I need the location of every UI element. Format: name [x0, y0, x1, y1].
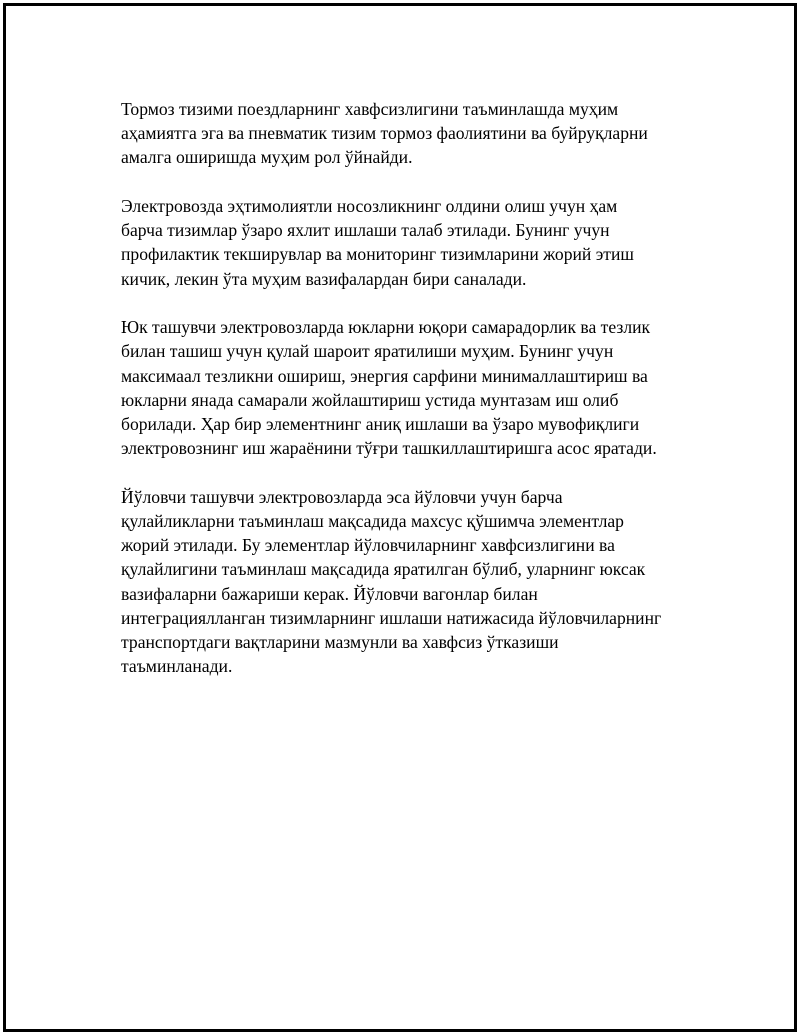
text-line: Тормоз тизими поездларнинг хавфсизлигини таъминлашда муҳим: [121, 99, 619, 119]
paragraph-freight-locomotives: [121, 315, 701, 460]
text-line: транспортдаги вақтларини мазмунли ва хавфсиз ўтказиши: [121, 632, 559, 653]
text-line: электровознинг иш жараёнини тўғри ташкиллаштиришга асос яратади.: [121, 438, 657, 459]
document-body: [121, 97, 701, 703]
document-page: [3, 3, 797, 1032]
text-line: кичик, лекин ўта муҳим вазифалардан бири саналади.: [121, 268, 527, 289]
paragraph-passenger-locomotives: [121, 485, 701, 679]
text-line: амалга оширишда муҳим рол ўйнайди.: [121, 147, 413, 168]
text-line: борилади. Ҳар бир элементнинг аниқ ишлаши ва ўзаро мувофиқлиги: [121, 414, 640, 435]
text-line: жорий этилади. Бу элементлар йўловчиларнинг хавфсизлигини ва: [121, 535, 615, 556]
text-line: Юк ташувчи электровозларда юкларни юқори самарадорлик ва тезлик: [121, 317, 651, 338]
text-line: Йўловчи ташувчи электровозларда эса йўловчи учун барча: [121, 486, 563, 507]
text-line: билан ташиш учун қулай шароит яратилиши муҳим. Бунинг учун: [121, 341, 614, 362]
text-line: қулайликларни таъминлаш мақсадида махсус қўшимча элементлар: [121, 511, 624, 532]
paragraph-fault-prevention: [121, 194, 701, 291]
text-line: таъминланади.: [121, 656, 233, 677]
text-line: аҳамиятга эга ва пневматик тизим тормоз фаолиятини ва буйруқларни: [121, 123, 648, 144]
text-line: Электровозда эҳтимолиятли носозликнинг олдини олиш учун ҳам: [121, 196, 618, 216]
text-line: қулайлигини таъминлаш мақсадида яратилган бўлиб, уларнинг юксак: [121, 559, 646, 580]
text-line: юкларни янада самарали жойлаштириш устида мунтазам иш олиб: [121, 389, 619, 410]
text-line: барча тизимлар ўзаро яхлит ишлаши талаб этилади. Бунинг учун: [121, 220, 610, 241]
text-line: максимаал тезликни ошириш, энергия сарфини минималлаштириш ва: [121, 365, 648, 386]
text-line: вазифаларни бажариши керак. Йўловчи вагонлар билан: [121, 583, 538, 604]
text-line: интеграциялланган тизимларнинг ишлаши натижасида йўловчиларнинг: [121, 607, 662, 628]
paragraph-brake-system: [121, 97, 701, 170]
text-line: профилактик текширувлар ва мониторинг тизимларини жорий этиш: [121, 244, 634, 265]
